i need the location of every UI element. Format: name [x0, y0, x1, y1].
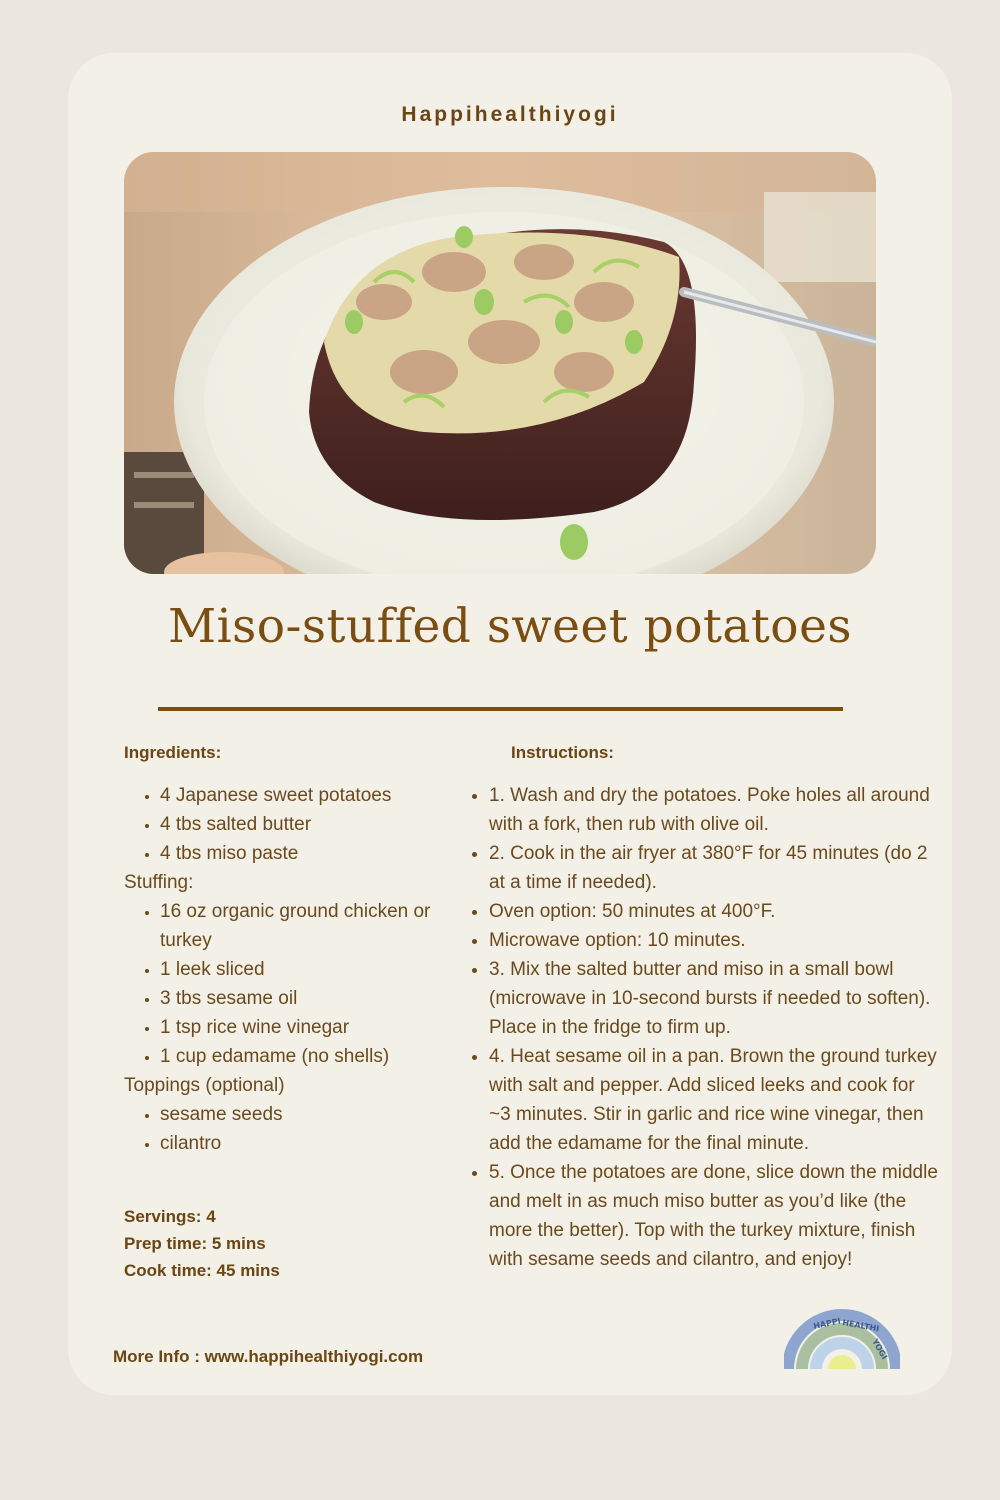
toppings-heading: Toppings (optional)	[124, 1075, 285, 1096]
topping-ingredients	[124, 1100, 464, 1158]
svg-text:YOGI: YOGI	[870, 1337, 889, 1361]
svg-text:HEALTHI: HEALTHI	[841, 1318, 880, 1334]
servings: Servings: 4	[124, 1207, 216, 1226]
list-item: • 16 oz organic ground chicken or turkey	[160, 897, 464, 955]
svg-text:HAPPI: HAPPI	[812, 1316, 842, 1331]
ingredients-list	[124, 781, 464, 1158]
list-item: • 4 tbs miso paste	[160, 839, 464, 868]
instructions-list	[468, 781, 938, 1274]
title-divider	[158, 707, 843, 711]
list-item: • 1 leek sliced	[160, 955, 464, 984]
instruction-step: • 1. Wash and dry the potatoes. Poke holes all around with a fork, then rub with olive oil.	[489, 781, 938, 839]
sweet-potato-photo-illustration	[124, 152, 876, 574]
stuffing-ingredients	[124, 897, 464, 1071]
list-item: • 3 tbs sesame oil	[160, 984, 464, 1013]
recipe-card	[68, 53, 952, 1395]
list-item: • cilantro	[160, 1129, 464, 1158]
instruction-step: • 5. Once the potatoes are done, slice down the middle and melt in as much miso butter as you’d like (the more the better). Top with the turkey mixture, finish with sesame seeds and cilantro, and enjoy!	[489, 1158, 938, 1274]
recipe-facts	[124, 1203, 280, 1284]
brand-name: Happihealthiyogi	[401, 103, 619, 126]
food-photo	[124, 152, 876, 574]
more-info-link[interactable]: More Info : www.happihealthiyogi.com	[113, 1347, 424, 1366]
ingredients-heading: Ingredients:	[124, 743, 222, 762]
instructions-heading: Instructions:	[511, 743, 614, 762]
list-item: • 1 tsp rice wine vinegar	[160, 1013, 464, 1042]
instruction-step: • Microwave option: 10 minutes.	[489, 926, 938, 955]
stuffing-heading: Stuffing:	[124, 872, 194, 893]
list-item: • 4 Japanese sweet potatoes	[160, 781, 464, 810]
cook-time: Cook time: 45 mins	[124, 1261, 280, 1280]
list-item: • 1 cup edamame (no shells)	[160, 1042, 464, 1071]
prep-time: Prep time: 5 mins	[124, 1234, 266, 1253]
instruction-step: • 2. Cook in the air fryer at 380°F for 45 minutes (do 2 at a time if needed).	[489, 839, 938, 897]
recipe-title: Miso-stuffed sweet potatoes	[167, 599, 853, 654]
happihealthiyogi-logo	[784, 1307, 900, 1369]
instruction-step: • 4. Heat sesame oil in a pan. Brown the ground turkey with salt and pepper. Add sliced leeks and cook for ~3 minutes. Stir in garlic and rice wine vinegar, then add the edamame for the final minute.	[489, 1042, 938, 1158]
instruction-step: • 3. Mix the salted butter and miso in a small bowl (microwave in 10-second bursts if needed to soften). Place in the fridge to firm up.	[489, 955, 938, 1042]
instruction-step: • Oven option: 50 minutes at 400°F.	[489, 897, 938, 926]
list-item: • 4 tbs salted butter	[160, 810, 464, 839]
main-ingredients	[124, 781, 464, 868]
list-item: • sesame seeds	[160, 1100, 464, 1129]
